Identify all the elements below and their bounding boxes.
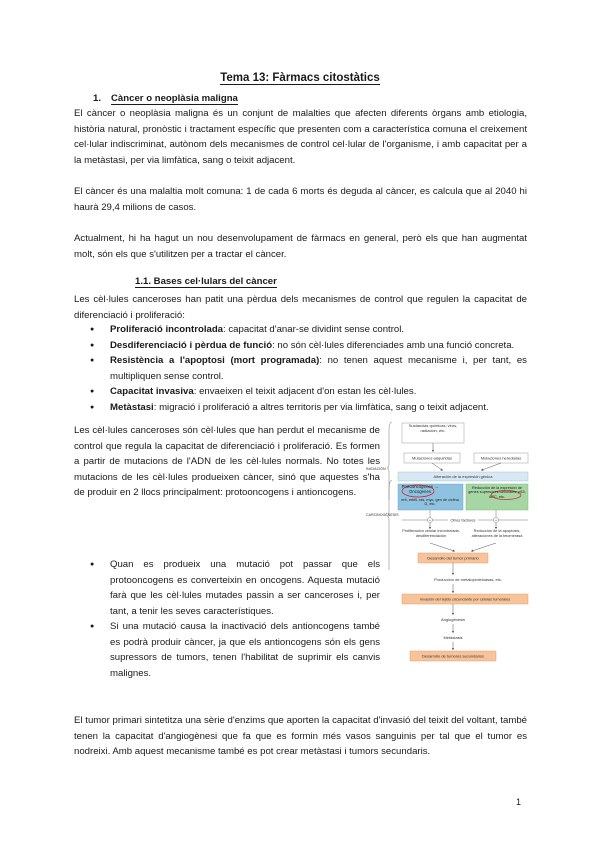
apoptosis-reduction-text: Reducción de la apoptosis, alteraciones de la telomerasa (471, 529, 523, 538)
subsection-heading: 1.1. Bases cel·lulars del càncer (135, 276, 277, 287)
list-item: ● Quan es produeix una mutació pot passar que els protooncogens es converteixin en oncogens. Aquesta mutació farà que les cèl·lules mutades passin a ser canceroses i, per tant, a tenir les seves característiques. (90, 557, 380, 619)
protooncogenes-text: Protooncogenes → Oncogenes (401, 485, 439, 494)
primary-tumor-text: Desarrollo del tumor primario (427, 555, 479, 561)
list-item: ● Capacitat invasiva: envaeixen el teixit adjacent d'on estan les cèl·lules. (90, 384, 527, 400)
protooncogenes-subtext: erb, erbB, ras, myc, gen de ciclina D, etc. (401, 498, 459, 507)
drugs-paragraph: Actualment, hi ha hagut un nou desenvolupament de fàrmacs en general, però els que han augmentat molt, són els que s'utilitzen per a tractar el càncer. (74, 233, 527, 260)
page-title: Tema 13: Fàrmacs citostàtics (220, 72, 380, 84)
hereditary-mutations-text: Mutaciones heredadas (480, 455, 522, 461)
cancer-features-list (90, 322, 527, 415)
intro-paragraph: El càncer o neoplàsia maligna és un conjunt de malalties que afecten diferents òrgans amb etiologia, història natural, pronòstic i tractament específic que presenten com a característica comuna el creixement cel·lular indiscriminat, autònom dels mecanismes de control cel·lular de l'organisme, i amb capacitat per a la metàstasi, per via limfàtica, sang o teixit adjacent. (74, 108, 527, 166)
side-label-carcinogenesis: CARCINOGÉNESIS (366, 513, 399, 517)
statistics-paragraph: El càncer és una malaltia molt comuna: 1 de cada 6 morts és deguda al càncer, es calcula que al 2040 hi haurà 29,4 milions de casos. (74, 186, 527, 213)
svg-text:+: + (494, 517, 498, 523)
acquired-mutations-text: Mutaciones adquiridas (411, 455, 453, 461)
causes-text: Sustancias químicas, virus, radiación, etc. (408, 424, 458, 433)
angiogenesis-text: Angiogénesis (440, 617, 466, 622)
list-item: ● Resistència a l'apoptosi (mort programada): no tenen aquest mecanisme i, per tant, es multipliquen sense control. (90, 353, 527, 384)
cells-intro-paragraph: Les cèl·lules canceroses han patit una pèrdua dels mecanismes de control que regulen la capacitat de diferenciació i proliferació: (74, 294, 527, 321)
list-item: ● Metàstasi: migració i proliferació a altres territoris per via limfàtica, sang o teixit adjacent. (90, 400, 527, 416)
section-number: 1. (93, 93, 102, 104)
carcinogenesis-diagram (362, 420, 532, 736)
metastasis-text: Metástasis (443, 635, 463, 640)
secondary-tumors-text: Desarrollo de tumores secundarios (421, 653, 485, 659)
section-title: Càncer o neoplàsia maligna (111, 93, 238, 104)
section-heading-1 (93, 93, 238, 104)
metalloproteinases-text: Producción de metaloproteinasas, etc. (433, 577, 503, 582)
mutation-types-list (90, 557, 380, 681)
invasion-text: Invasión del tejido circundante por células tumorales (419, 596, 511, 602)
list-item: ● Proliferació incontrolada: capacitat d'anar-se dividint sense control. (90, 322, 527, 338)
page-number: 1 (516, 797, 522, 807)
list-item: ● Desdiferenciació i pèrdua de funció: no són cèl·lules diferenciades amb una funció concreta. (90, 338, 527, 354)
list-item: ● Si una mutació causa la inactivació dels antioncogens també es podrà produir càncer, ja que els antioncogens són els gens supressors de tumors, tenen l'habilitat de suprimir els canvis malignes. (90, 619, 380, 681)
suppressor-genes-text: Reducción de la expresión de genes supresores tumorales: p53, APC, etc. (468, 486, 526, 499)
bracket-top (387, 422, 392, 500)
svg-text:+: + (428, 517, 432, 523)
mutations-paragraph: Les cèl·lules canceroses són cèl·lules que han perdut el mecanisme de control que regula la capacitat de diferenciació i proliferació. Es formen a partir de mutacions de l'ADN de les cèl·lules normals. No totes les mutacions de les cèl·lules produeixen càncer, sinó que aquestes s'ha de produir en 2 llocs principalment: protooncogens i antioncogens. (74, 425, 380, 498)
primary-tumor-paragraph: El tumor primari sintetitza una sèrie d'enzims que aporten la capacitat d'invasió del teixit del voltant, també tenen la capacitat d'angiogènesi que fa que es formin més vasos sanguinis per tal que el tumor es nodreixi. Amb aquest mecanisme també es pot crear metàstasi i tumors secundaris. (74, 715, 527, 757)
side-label-initiation: INICIACIÓN (366, 467, 386, 471)
proliferation-text: Proliferación celular incontrolada, desdiferenciación (402, 529, 460, 538)
gene-expression-text: Alteración de la expresión génica (433, 474, 493, 479)
bracket-mid (387, 480, 392, 570)
other-factors-text: Otros factores (450, 517, 476, 523)
